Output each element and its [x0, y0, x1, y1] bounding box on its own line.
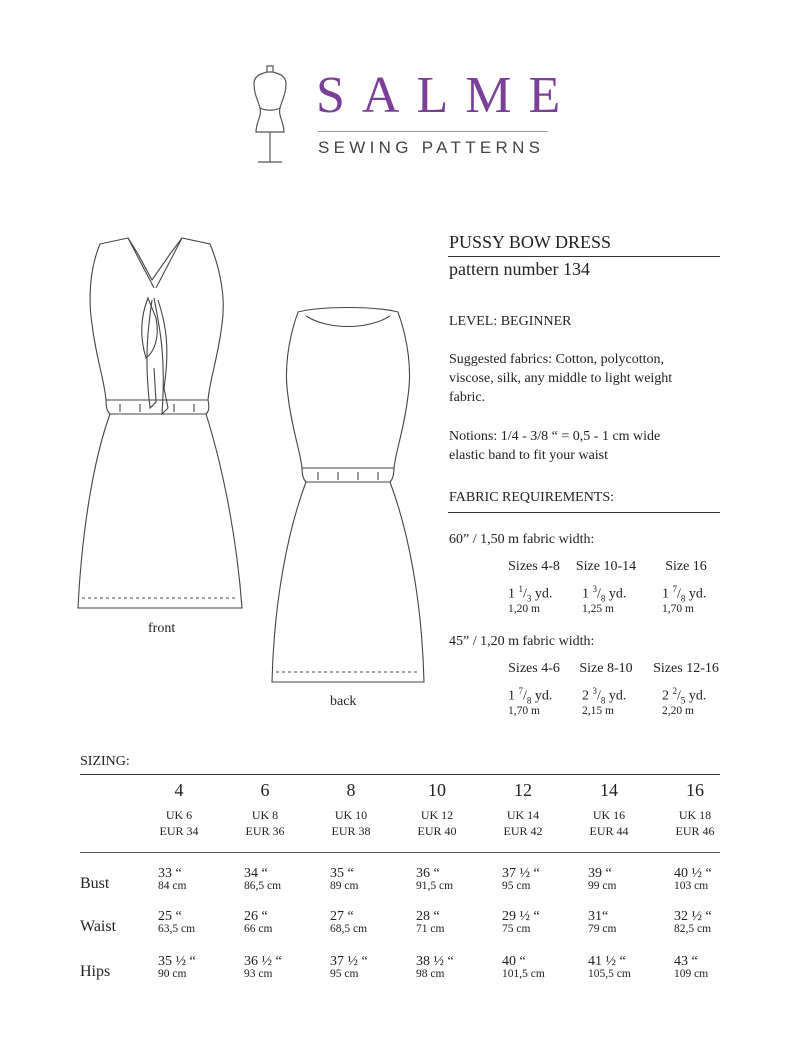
measurement-cell: 41 ½ “ 105,5 cm: [588, 954, 631, 980]
measurement-label: Hips: [80, 963, 111, 980]
brand-subtitle: SEWING PATTERNS: [318, 138, 545, 157]
fabric-requirements-divider: [448, 512, 720, 513]
eur-size: EUR 42: [503, 824, 543, 838]
yardage: 2 $^2/_5$ yd. 2,20 m: [662, 686, 707, 718]
yardage: 2 $^3/_8$ yd. 2,15 m: [582, 686, 627, 718]
sizing-divider-mid: [80, 852, 720, 853]
measurement-cell: 40 ½ “ 103 cm: [674, 866, 712, 892]
fabric-width-label: 45” / 1,20 m fabric width:: [449, 634, 595, 649]
eur-size: EUR 44: [589, 824, 629, 838]
size-range: Sizes 4-6: [508, 661, 560, 676]
back-dress-illustration: [258, 300, 438, 690]
uk-size: UK 6: [165, 808, 193, 822]
fabrics-line-3: fabric.: [449, 390, 486, 405]
fabric-width-label: 60” / 1,50 m fabric width:: [449, 532, 595, 547]
uk-size: UK 8: [251, 808, 279, 822]
size-header: 14: [600, 780, 618, 800]
uk-size: UK 14: [506, 808, 540, 822]
measurement-cell: 26 “ 66 cm: [244, 909, 273, 935]
size-header: 4: [174, 780, 184, 800]
eur-size: EUR 34: [159, 824, 199, 838]
brand-divider: [318, 131, 548, 132]
uk-size: UK 10: [334, 808, 368, 822]
notions-line-1: Notions: 1/4 - 3/8 “ = 0,5 - 1 cm wide: [449, 429, 661, 444]
eur-size: EUR 38: [331, 824, 371, 838]
measurement-cell: 35 “ 89 cm: [330, 866, 359, 892]
measurement-cell: 33 “ 84 cm: [158, 866, 187, 892]
measurement-cell: 25 “ 63,5 cm: [158, 909, 196, 935]
yardage: 1 $^7/_8$ yd. 1,70 m: [508, 686, 553, 718]
size-header: 16: [686, 780, 704, 800]
size-range: Size 8-10: [579, 661, 633, 676]
measurement-cell: 34 “ 86,5 cm: [244, 866, 282, 892]
measurement-cell: 27 “ 68,5 cm: [330, 909, 368, 935]
measurement-label: Bust: [80, 875, 110, 892]
fabric-requirements-heading: FABRIC REQUIREMENTS:: [449, 490, 615, 505]
back-label: back: [330, 694, 357, 709]
measurement-label: Waist: [80, 918, 117, 935]
measurement-cell: 32 ½ “ 82,5 cm: [674, 909, 712, 935]
uk-size: UK 18: [678, 808, 712, 822]
brand-name: SALME: [316, 67, 578, 124]
level: LEVEL: BEGINNER: [449, 314, 572, 329]
size-header: 12: [514, 780, 532, 800]
measurement-cell: 39 “ 99 cm: [588, 866, 617, 892]
dress-form-icon: [240, 62, 300, 172]
measurement-cell: 37 ½ “ 95 cm: [330, 954, 368, 980]
size-header: 6: [260, 780, 270, 800]
front-label: front: [148, 621, 176, 636]
title-divider: [448, 256, 720, 257]
eur-size: EUR 46: [675, 824, 715, 838]
yardage: 1 $^1/_3$ yd. 1,20 m: [508, 584, 553, 616]
measurement-cell: 31“ 79 cm: [588, 909, 617, 935]
eur-size: EUR 36: [245, 824, 285, 838]
size-range: Sizes 12-16: [653, 661, 719, 676]
measurement-cell: 40 “ 101,5 cm: [502, 954, 545, 980]
pattern-title: PUSSY BOW DRESS: [449, 232, 612, 252]
measurement-cell: 29 ½ “ 75 cm: [502, 909, 540, 935]
yardage: 1 $^3/_8$ yd. 1,25 m: [582, 584, 627, 616]
size-range: Sizes 4-8: [508, 559, 560, 574]
sizing-heading: SIZING:: [80, 754, 130, 769]
size-header: 8: [346, 780, 356, 800]
yardage: 1 $^7/_8$ yd. 1,70 m: [662, 584, 707, 616]
measurement-cell: 35 ½ “ 90 cm: [158, 954, 196, 980]
measurement-cell: 28 “ 71 cm: [416, 909, 445, 935]
measurement-cell: 43 “ 109 cm: [674, 954, 709, 980]
size-range: Size 16: [665, 559, 707, 574]
measurement-cell: 38 ½ “ 98 cm: [416, 954, 454, 980]
fabrics-line-2: viscose, silk, any middle to light weight: [449, 371, 673, 386]
measurement-cell: 36 ½ “ 93 cm: [244, 954, 282, 980]
measurement-cell: 37 ½ “ 95 cm: [502, 866, 540, 892]
uk-size: UK 16: [592, 808, 626, 822]
fabrics-line-1: Suggested fabrics: Cotton, polycotton,: [449, 352, 665, 367]
pattern-number: pattern number 134: [449, 259, 590, 279]
size-header: 10: [428, 780, 446, 800]
measurement-cell: 36 “ 91,5 cm: [416, 866, 454, 892]
eur-size: EUR 40: [417, 824, 457, 838]
uk-size: UK 12: [420, 808, 454, 822]
size-range: Size 10-14: [575, 559, 637, 574]
sizing-divider-top: [80, 774, 720, 775]
notions-line-2: elastic band to fit your waist: [449, 448, 609, 463]
front-dress-illustration: [70, 228, 250, 628]
